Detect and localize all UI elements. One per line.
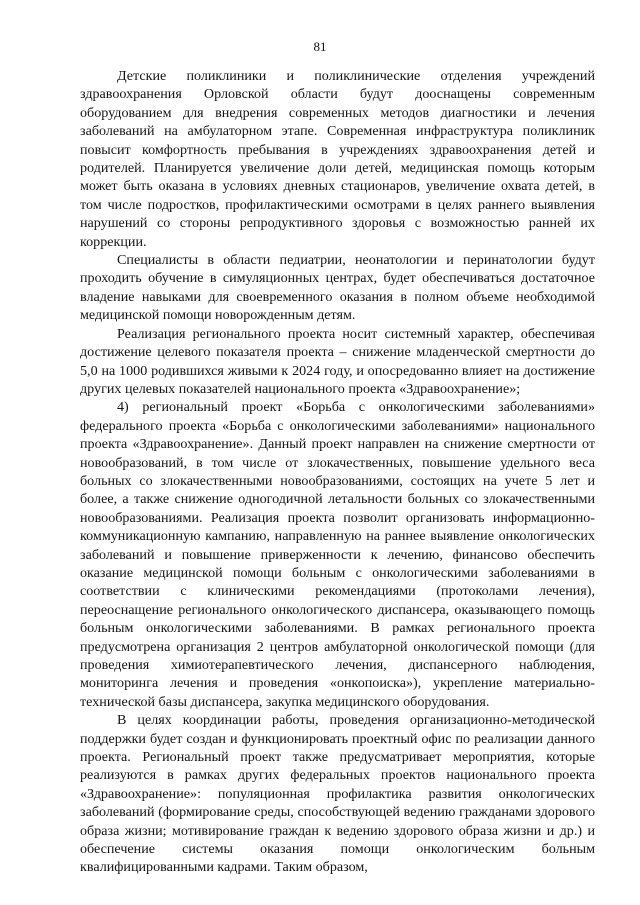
- paragraph-coordination: В целях координации работы, проведения организационно-методической поддержки будет создан и функционировать проектный офис по реализации данного проекта. Региональный проект также предусматривает мероприятия, которые реализуются в рамках других федеральных проектов национального проекта «Здравоохранение»: популяционная профилактика развития онкологических заболеваний (формирование среды, способствующей ведению гражданами здорового образа жизни; мотивирование граждан к ведению здорового образа жизни и др.) и обеспечение системы оказания помощи онкологическим больным квалифицированными кадрами. Таким образом,: [80, 712, 595, 876]
- page-number: 81: [313, 39, 327, 54]
- paragraph-children-clinics: Детские поликлиники и поликлинические отделения учреждений здравоохранения Орловской области будут дооснащены современным оборудованием для внедрения современных методов диагностики и лечения заболеваний на амбулаторном этапе. Современная инфраструктура поликлиник повысит комфортность пребывания в учреждениях здравоохранения детей и родителей. Планируется увеличение доли детей, медицинская помощь которым может быть оказана в условиях дневных стационаров, увеличение охвата детей, в том числе подростков, профилактическими осмотрами в целях раннего выявления нарушений со стороны репродуктивного здоровья с возможностью ранней их коррекции.: [80, 68, 595, 250]
- paragraph-oncology-project: 4) региональный проект «Борьба с онкологическими заболеваниями» федерального проекта «Борьба с онкологическими заболеваниями» национального проекта «Здравоохранение». Данный проект направлен на снижение смертности от новообразований, в том числе от злокачественных, повышение удельного веса больных со злокачественными новообразованиями, состоящих на учете 5 лет и более, а также снижение одногодичной летальности больных со злокачественными новообразованиями. Реализация проекта позволит организовать информационно-коммуникационную кампанию, направленную на раннее выявление онкологических заболеваний и повышение приверженности к лечению, финансово обеспечить оказание медицинской помощи больным с онкологическими заболеваниями в соответствии с клиническими рекомендациями (протоколами лечения), переоснащение регионального онкологического диспансера, оказывающего помощь больным онкологическими заболеваниями. В рамках регионального проекта предусмотрена организация 2 центров амбулаторной онкологической помощи (для проведения химиотерапевтического лечения, диспансерного наблюдения, мониторинга лечения и проведения «онкопоиска»), укрепление материально-технической базы диспансера, закупка медицинского оборудования.: [80, 399, 595, 710]
- document-body: [80, 67, 595, 877]
- paragraph-specialists-training: Специалисты в области педиатрии, неонатологии и перинатологии будут проходить обучение в симуляционных центрах, будет обеспечиваться достаточное владение навыками для своевременного оказания в полном объеме необходимой медицинской помощи новорожденным детям.: [80, 252, 595, 324]
- paragraph-project-implementation: Реализация регионального проекта носит системный характер, обеспечивая достижение целевого показателя проекта – снижение младенческой смертности до 5,0 на 1000 родившихся живыми к 2024 году, и опосредованно влияет на достижение других целевых показателей национального проекта «Здравоохранение»;: [80, 325, 595, 397]
